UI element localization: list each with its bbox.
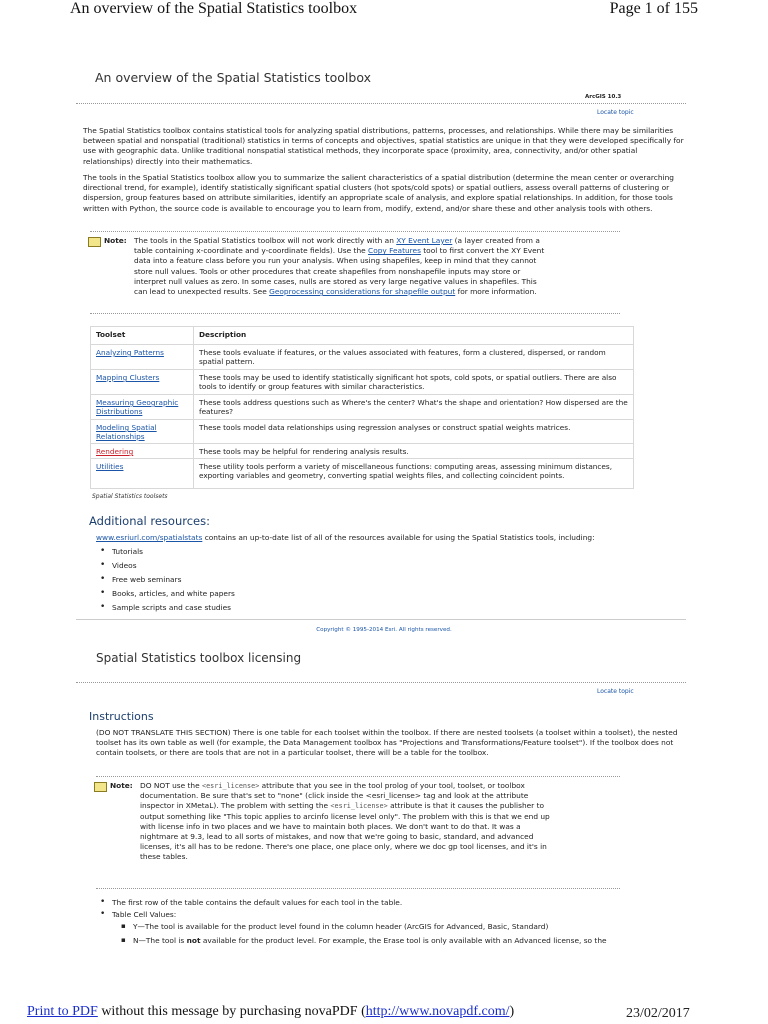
note-box — [104, 236, 554, 310]
toolset-description: These tools may be helpful for rendering analysis results. — [194, 444, 634, 459]
note-label: Note: — [104, 236, 127, 245]
note-label: Note: — [110, 781, 133, 790]
tools-paragraph: The tools in the Spatial Statistics toolbox allow you to summarize the salient characteristics of a spatial distribution (determine the mean center or overarching directional trend, for example), identify statistically significant spatial clusters (hot spots/cold spots) or spatial outliers, assess overall patterns of clustering or dispersion, group features based on attribute similarities, identify an appropriate scale of analysis, and explore spatial relationships. In addition, for those tools written with Python, the source code is available to encourage you to learn from, modify, extend, and/or share these and other analysis tools with others. — [83, 173, 674, 213]
page-footer — [0, 1004, 768, 1024]
column-header: Toolset — [91, 327, 194, 345]
additional-resources-heading: Additional resources: — [89, 514, 210, 528]
toolset-link[interactable]: Modeling Spatial Relationships — [96, 423, 157, 441]
list-item: • Free web seminars — [97, 575, 235, 589]
toolsets-table — [90, 326, 634, 489]
version-label: ArcGIS 10.3 — [585, 94, 622, 100]
footer-text: ) — [509, 1004, 515, 1019]
list-emphasis: not — [186, 936, 201, 945]
table-row — [91, 395, 634, 420]
instructions-heading: Instructions — [89, 710, 154, 723]
list-item: • Sample scripts and case studies — [97, 603, 235, 617]
list-item — [118, 936, 688, 950]
list-item: • The first row of the table contains the default values for each tool in the table. — [97, 898, 687, 910]
additional-description: contains an up-to-date list of all of the resources available for using the Spatial Statistics tools, including: — [204, 533, 595, 542]
note-box — [110, 781, 560, 881]
toolset-description: These tools model data relationships using regression analyses or construct spatial weights matrices. — [194, 420, 634, 444]
cell-values-list — [118, 922, 688, 950]
list-item: ▪ Y—The tool is available for the product level found in the column header (ArcGIS for Advanced, Basic, Standard) — [118, 922, 688, 936]
copy-features-link[interactable]: Copy Features — [368, 246, 421, 256]
divider — [76, 103, 686, 104]
section-title: Spatial Statistics toolbox licensing — [96, 651, 302, 665]
code-snippet: <esri_license> — [330, 802, 388, 811]
novapdf-link[interactable]: http://www.novapdf.com/ — [365, 1004, 510, 1019]
list-text: available for the product level. For example, the Erase tool is only available with an Advanced license, so the — [202, 936, 607, 945]
toolset-link[interactable]: Mapping Clusters — [96, 373, 160, 382]
note-text: tool to first convert the XY Event data into a feature class before you run your analysis. — [134, 246, 545, 266]
note-divider — [90, 231, 620, 232]
print-to-pdf-link[interactable]: Print to PDF — [27, 1004, 98, 1019]
table-row — [91, 420, 634, 444]
toolset-link[interactable]: Analyzing Patterns — [96, 348, 164, 357]
toolset-link[interactable]: Measuring Geographic Distributions — [96, 398, 179, 416]
toolset-link[interactable]: Rendering — [96, 447, 134, 456]
copyright-link[interactable]: Copyright © 1995-2014 Esri. All rights reserved. — [316, 627, 452, 633]
locate-topic-link[interactable]: Locate topic — [597, 109, 634, 116]
note-text: The tools in the Spatial Statistics toolbox will not work directly with an — [134, 236, 394, 245]
table-row — [91, 370, 634, 395]
note-icon — [94, 782, 107, 792]
spatialstats-link[interactable]: www.esriurl.com/spatialstats — [96, 533, 203, 542]
intro-paragraph: The Spatial Statistics toolbox contains statistical tools for analyzing spatial distributions, patterns, processes, and relationships. While there may be similarities between spatial and nonspatial (traditional) statistics in terms of concepts and objectives, spatial statistics are unique in that they were developed specifically for use with geographic data. Unlike traditional nonspatial statistical methods, they incorporate space (proximity, area, connectivity, and/or other spatial relationships) directly into their mathematics. — [83, 126, 684, 166]
note-text: for more information. — [457, 287, 537, 297]
list-item: • Table Cell Values: — [97, 910, 687, 921]
divider — [76, 682, 686, 683]
table-row — [91, 345, 634, 370]
note-text: attribute is that it causes the publisher to output something like "This topic applies to arcinfo license level only". The problem with this is that we end up with license info in two places and we have to maintain both places. We don't want to do that. It was a nightmare at 9.3, lead to all sorts of mistakes, and now that we're going to basic, standard, and advanced licenses, it's all has to be redone. There's one place, one place only, where we doc gp tool licenses, and it's in these tables. — [140, 801, 550, 862]
toolset-link[interactable]: Utilities — [96, 462, 124, 471]
table-header-row — [91, 327, 634, 345]
divider — [76, 619, 686, 620]
list-text: N—The tool is — [133, 936, 185, 945]
table-caption: Spatial Statistics toolsets — [92, 493, 168, 500]
column-header: Description — [194, 327, 634, 345]
note-text: DO NOT use the — [140, 781, 200, 790]
instructions-paragraph: (DO NOT TRANSLATE THIS SECTION) There is one table for each toolset within the toolbox. If there are nested toolsets (a toolset within a toolset), the nested toolset has its own table as well (for example, the Data Management toolbox has "Projections and Transformations/Feature toolset"). If the toolbox does not contain toolsets, or there are tools that are not in a particular toolset, there will be a table for the toolbox. — [96, 728, 678, 758]
section-title: An overview of the Spatial Statistics toolbox — [95, 70, 371, 85]
note-text: (a layer created from a table containing x-coordinate and y-coordinate fields). Use the — [134, 236, 540, 256]
note-divider — [90, 313, 620, 314]
toolset-description: These tools may be used to identify statistically significant hot spots, cold spots, or spatial outliers. There are also tools to identify or group features with similar characteristics. — [194, 370, 634, 395]
toolset-description: These tools evaluate if features, or the values associated with features, form a clustered, dispersed, or random spatial pattern. — [194, 345, 634, 370]
toolset-description: These utility tools perform a variety of miscellaneous functions: computing areas, assessing minimum distances, exporting variables and geometry, converting spatial weights files, and collecting coincident points. — [194, 459, 634, 489]
note-divider — [96, 776, 620, 777]
footer-date: 23/02/2017 — [626, 1006, 690, 1021]
header-title: An overview of the Spatial Statistics toolbox — [70, 0, 358, 17]
footer-notice — [27, 1004, 514, 1020]
shapefile-output-link[interactable]: Geoprocessing considerations for shapefile output — [269, 287, 456, 297]
note-text: attribute that you see in the tool prolog of your tool, toolset, or toolbox documentation. Be sure that's set to "none" (click inside the <esri_license> tag and look at the attribute inspector in XMetaL). The problem with setting the — [140, 781, 529, 811]
list-item: • Books, articles, and white papers — [97, 589, 235, 603]
footer-text: without this message by purchasing novaPDF ( — [97, 1004, 366, 1019]
page-header — [0, 0, 768, 22]
table-row — [91, 444, 634, 459]
table-row — [91, 459, 634, 489]
code-snippet: <esri_license> — [202, 782, 260, 790]
note-icon — [88, 237, 101, 247]
locate-topic-link[interactable]: Locate topic — [597, 688, 634, 695]
list-item: • Tutorials — [97, 547, 235, 561]
list-item: • Videos — [97, 561, 235, 575]
xy-event-layer-link[interactable]: XY Event Layer — [396, 236, 453, 245]
note-text-shapefiles: When using shapefiles, keep in mind that they cannot store null values. Tools or other procedures that create shapefiles from nonshapefile inputs may store or interpret null values as zero. In some cases, nulls are stored as very large negative values in shapefiles. This can lead to unexpected results. See — [134, 256, 537, 297]
note-divider — [96, 888, 620, 889]
instructions-list — [97, 898, 687, 921]
resources-list — [97, 547, 235, 617]
header-page-number: Page 1 of 155 — [609, 0, 698, 17]
additional-text — [96, 533, 686, 543]
toolset-description: These tools address questions such as Where's the center? What's the shape and orientation? How dispersed are the features? — [194, 395, 634, 420]
